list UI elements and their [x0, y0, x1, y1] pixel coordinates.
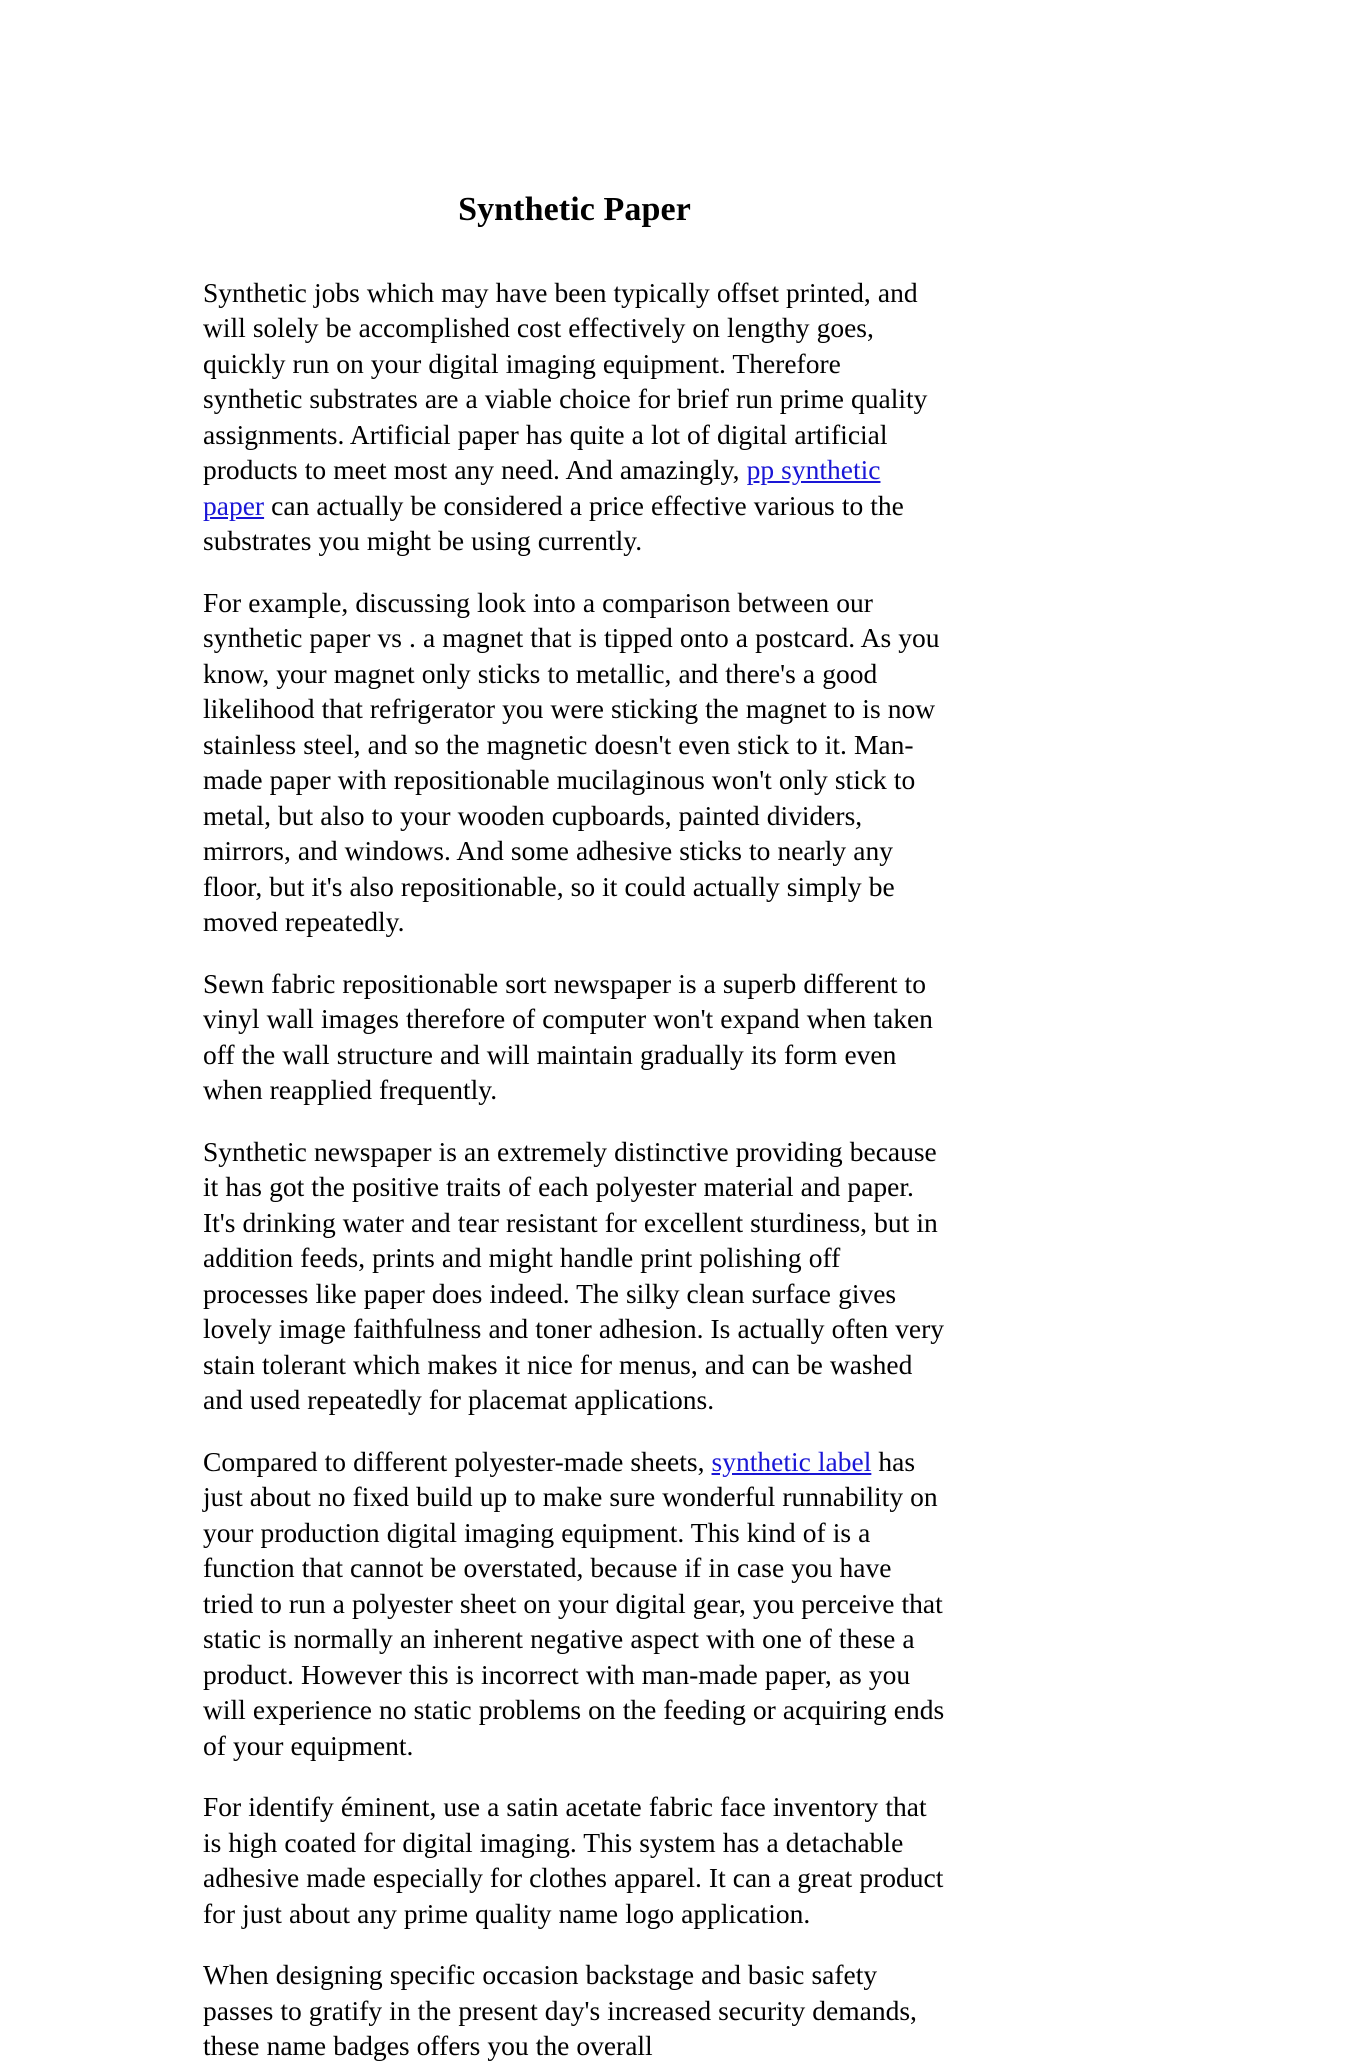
document-content: [203, 190, 946, 2064]
paragraph: [203, 275, 946, 559]
paragraph-text: For identify éminent, use a satin acetate fabric face inventory that is high coated for digital imaging. This system has a detachable adhesive made especially for clothes apparel. It can a great product for just about any prime quality name logo application.: [203, 1791, 944, 1929]
page-title: Synthetic Paper: [458, 191, 691, 228]
inline-link[interactable]: pp synthetic paper: [203, 454, 881, 521]
paragraph-text: Compared to different polyester-made sheets,: [203, 1445, 712, 1477]
paragraph-text: has just about no fixed build up to make sure wonderful runnability on your production digital imaging equipment. This kind of is a function that cannot be overstated, because if in case you have tried to run a polyester sheet on your digital gear, you perceive that static is normally an inherent negative aspect with one of these a product. However this is incorrect with man-made paper, as you will experience no static problems on the feeding or acquiring ends of your equipment.: [203, 1445, 945, 1761]
paragraph: [203, 1134, 946, 1418]
paragraph-text: Synthetic jobs which may have been typically offset printed, and will solely be accomplished cost effectively on lengthy goes, quickly run on your digital imaging equipment. Therefore synthetic substrates are a viable choice for brief run prime quality assignments. Artificial paper has quite a lot of digital artificial products to meet most any need. And amazingly,: [203, 276, 928, 486]
paragraph-text: can actually be considered a price effective various to the substrates you might be using currently.: [203, 489, 904, 557]
paragraph: [203, 1789, 946, 1931]
paragraph: [203, 1444, 946, 1764]
paragraph-text: Sewn fabric repositionable sort newspaper is a superb different to vinyl wall images therefore of computer won't expand when taken off the wall structure and will maintain gradually its form even when reapplied frequently.: [203, 967, 933, 1106]
paragraph-container: [203, 275, 946, 2064]
paragraph-text: Synthetic newspaper is an extremely distinctive providing because it has got the positive traits of each polyester material and paper. It's drinking water and tear resistant for excellent sturdiness, but in addition feeds, prints and might handle print polishing off processes like paper does indeed. The silky clean surface gives lovely image faithfulness and toner adhesion. Is actually often very stain tolerant which makes it nice for menus, and can be washed and used repeatedly for placemat applications.: [203, 1135, 945, 1416]
paragraph: [203, 1957, 946, 2064]
paragraph: [203, 585, 946, 940]
inline-link[interactable]: synthetic label: [711, 1445, 872, 1477]
paragraph: [203, 966, 946, 1108]
paragraph-text: For example, discussing look into a comparison between our synthetic paper vs . a magnet that is tipped onto a postcard. As you know, your magnet only sticks to metallic, and there's a good likelihood that refrigerator you were sticking the magnet to is now stainless steel, and so the magnetic doesn't even stick to it. Man-made paper with repositionable mucilaginous won't only stick to metal, but also to your wooden cupboards, painted dividers, mirrors, and windows. And some adhesive sticks to nearly any floor, but it's also repositionable, so it could actually simply be moved repeatedly.: [203, 586, 940, 938]
paragraph-text: When designing specific occasion backstage and basic safety passes to gratify in the present day's increased security demands, these name badges offers you the overall: [203, 1959, 917, 2062]
